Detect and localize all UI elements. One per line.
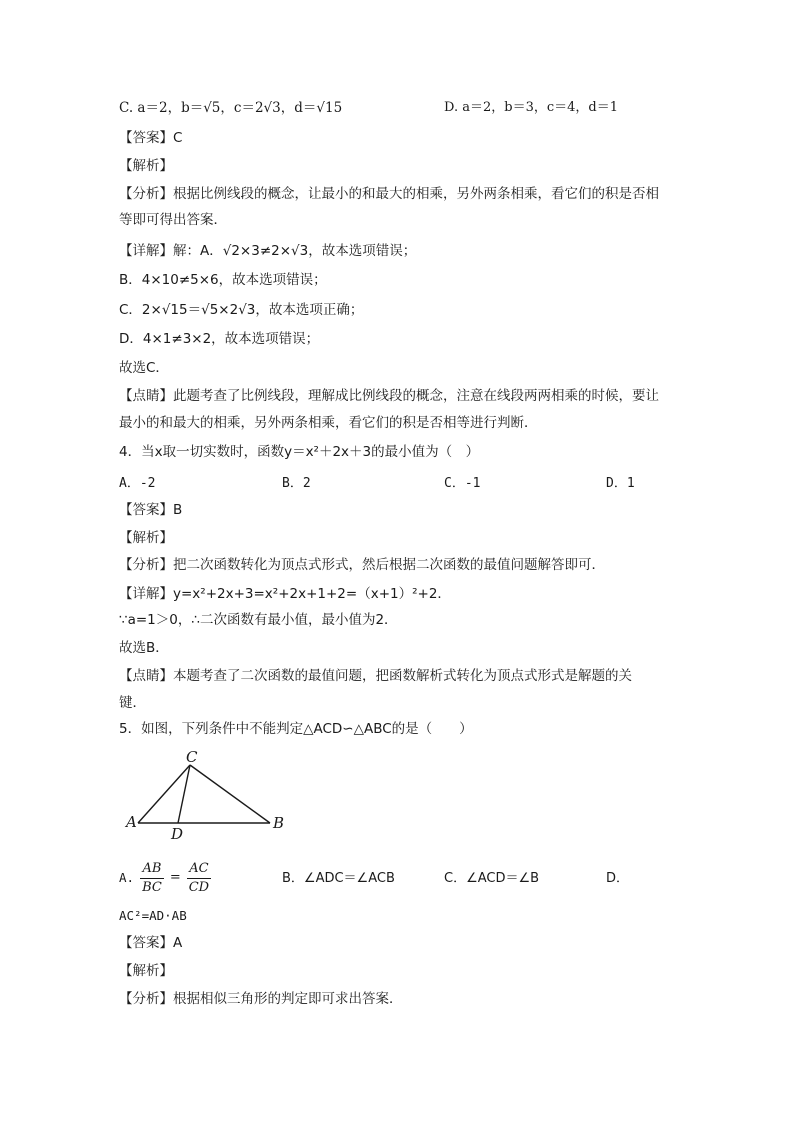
segment-cd xyxy=(178,765,190,823)
q3-xiangjie-d: D．4×1≠3×2，故本选项错误； xyxy=(119,331,320,347)
q4-fenxi: 【分析】把二次函数转化为顶点式形式，然后根据二次函数的最值问题解答即可． xyxy=(119,557,605,573)
q3-analysis-heading: 【解析】 xyxy=(119,158,173,174)
q5-option-d-continuation: AC²=AD·AB xyxy=(119,908,187,923)
q5-fraction-right-numerator: AC xyxy=(187,860,211,879)
q3-xiangjie-b: B．4×10≠5×6，故本选项错误； xyxy=(119,272,327,288)
q4-answer: 【答案】B xyxy=(119,502,183,518)
q5-fraction-left-numerator: AB xyxy=(140,860,164,879)
q3-option-d: D. a＝2，b＝3，c＝4，d＝1 xyxy=(444,100,618,115)
q3-fenxi-line1: 【分析】根据比例线段的概念，让最小的和最大的相乘，另外两条相乘，看它们的积是否相 xyxy=(119,186,659,202)
q4-dianjing-line1: 【点睛】本题考查了二次函数的最值问题，把函数解析式转化为顶点式形式是解题的关 xyxy=(119,668,632,684)
vertex-label-b: B xyxy=(273,814,285,832)
vertex-label-d: D xyxy=(171,825,184,843)
q4-stem: 4．当x取一切实数时，函数y＝x²＋2x＋3的最小值为（ ） xyxy=(119,444,480,460)
q5-option-a-equals: = xyxy=(169,870,181,885)
q5-answer: 【答案】A xyxy=(119,935,183,951)
q5-option-a xyxy=(119,856,211,900)
q4-dianjing-line2: 键． xyxy=(119,695,146,711)
q3-xiangjie-a: 【详解】解：A．√2×3≠2×√3，故本选项错误； xyxy=(119,243,417,259)
q3-fenxi-line2: 等即可得出答案． xyxy=(119,212,227,228)
q5-analysis-heading: 【解析】 xyxy=(119,963,173,979)
triangle-figure xyxy=(120,745,300,845)
q4-option-b: B．2 xyxy=(282,476,311,491)
q3-answer: 【答案】C xyxy=(119,130,183,146)
q5-option-a-prefix: A. xyxy=(119,870,135,885)
q3-choose: 故选C． xyxy=(119,360,169,376)
q4-because: ∵a=1＞0，∴二次函数有最小值，最小值为2． xyxy=(119,612,398,628)
q3-option-c: C. a＝2，b＝√5，c＝2√3，d＝√15 xyxy=(119,100,343,116)
q4-option-d: D．1 xyxy=(606,476,635,491)
q5-fraction-right-denominator: CD xyxy=(188,879,210,895)
segment-ac xyxy=(138,765,190,823)
q5-option-c: C．∠ACD＝∠B xyxy=(444,871,540,886)
q5-option-d: D． xyxy=(606,871,630,886)
q5-option-a-fraction-left xyxy=(140,860,164,897)
q4-choose: 故选B． xyxy=(119,640,169,656)
q5-fraction-left-denominator: BC xyxy=(142,879,162,895)
q5-fenxi: 【分析】根据相似三角形的判定即可求出答案． xyxy=(119,991,403,1007)
q5-stem: 5．如图，下列条件中不能判定△ACD∽△ABC的是（ ） xyxy=(119,721,473,737)
q3-dianjing-line2: 最小的和最大的相乘，另外两条相乘，看它们的积是否相等进行判断． xyxy=(119,415,538,431)
vertex-label-a: A xyxy=(126,813,137,831)
q3-xiangjie-c: C．2×√15＝√5×2√3，故本选项正确； xyxy=(119,302,364,318)
q4-option-a: A．-2 xyxy=(119,476,156,491)
q3-dianjing-line1: 【点睛】此题考查了比例线段，理解成比例线段的概念，注意在线段两两相乘的时候，要让 xyxy=(119,388,659,404)
vertex-label-c: C xyxy=(186,748,198,766)
q5-option-a-fraction-right xyxy=(187,860,211,897)
q4-analysis-heading: 【解析】 xyxy=(119,530,173,546)
q5-option-b: B．∠ADC＝∠ACB xyxy=(282,871,395,886)
q4-option-c: C．-1 xyxy=(444,476,481,491)
segment-cb xyxy=(190,765,270,823)
q4-xiangjie: 【详解】y=x²+2x+3=x²+2x+1+2=（x+1）²+2． xyxy=(119,586,451,602)
